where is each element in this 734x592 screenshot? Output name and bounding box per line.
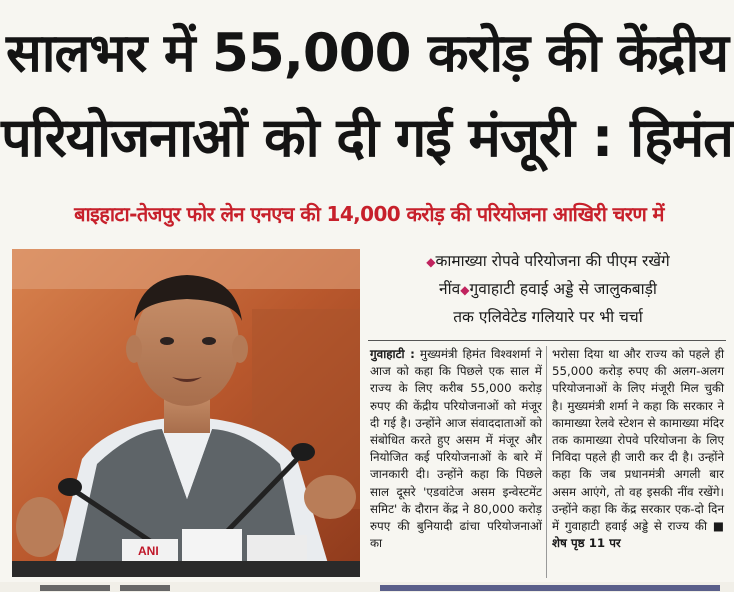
column-divider <box>546 346 547 578</box>
mic-logo: ANI <box>138 544 159 558</box>
news-photo <box>12 249 360 577</box>
subheadline: बाइहाटा-तेजपुर फोर लेन एनएच की 14,000 करोड़ की परियोजना आखिरी चरण में <box>74 202 664 226</box>
article-text-1: मुख्यमंत्री हिमंत विश्वशर्मा ने आज को कहा कि पिछले एक साल में राज्य के लिए करीब 55,000 करोड़ रुपए की केंद्रीय परियोजनाओं को मंजूर दी गई है। उन्होंने आज संवाददाताओं को संबोधित करते हुए असम में मंजूर और नियोजित कई परियोजनाओं के बारे में जानकारी दी। उन्होंने कहा कि पिछले साल दूसरे 'एडवांटेज असम इन्वेस्टमेंट समिट' के दौरान केंद्र ने 80,000 करोड़ रुपए की बुनियादी ढांचा परियोजनाओं का <box>370 347 543 551</box>
next-text-fragment <box>120 585 170 591</box>
highlight-line-1: ◆कामाख्या रोपवे परियोजना की पीएम रखेंगे <box>426 252 670 270</box>
highlight-line-2: नींव◆गुवाहाटी हवाई अड्डे से जालुकबाड़ी <box>439 280 657 298</box>
headline-line-2: परियोजनाओं को दी गई मंजूरी : हिमंत <box>1 106 733 169</box>
highlights-box <box>370 248 726 331</box>
next-text-fragment <box>40 585 110 591</box>
dateline: गुवाहाटी : <box>370 347 415 361</box>
article-text-2: भरोसा दिया था और राज्य को पहले ही 55,000 करोड़ रुपए की अलग-अलग परियोजनाओं के लिए मंजूरी मिल चुकी है। मुख्यमंत्री शर्मा ने कहा कि सरकार ने कामाख्या रेलवे स्टेशन से कामाख्या मंदिर तक कामाख्या रोपवे परियोजना के लिए निविदा पहले ही जारी कर दी है। उन्होंने कहा कि जब प्रधानमंत्री अगली बार असम आएंगे, तो वह इसकी नींव रखेंगे। उन्होंने कहा कि केंद्र सरकार एक-दो दिन में गुवाहाटी हवाई अड्डे से राज्य की <box>552 347 724 534</box>
next-photo-fragment <box>380 585 720 591</box>
highlight-line-3: तक एलिवेटेड गलियारे पर भी चर्चा <box>453 308 643 326</box>
article-column-1 <box>370 346 542 552</box>
photo-illustration <box>12 249 360 577</box>
bottom-strip <box>0 582 734 592</box>
diamond-bullet-icon: ◆ <box>460 283 470 297</box>
divider-rule <box>368 340 726 341</box>
article-column-2 <box>552 346 724 552</box>
headline-line-1: सालभर में 55,000 करोड़ की केंद्रीय <box>5 23 729 84</box>
continued-label: ■ शेष पृष्ठ 11 पर <box>552 519 724 551</box>
diamond-bullet-icon: ◆ <box>426 255 436 269</box>
